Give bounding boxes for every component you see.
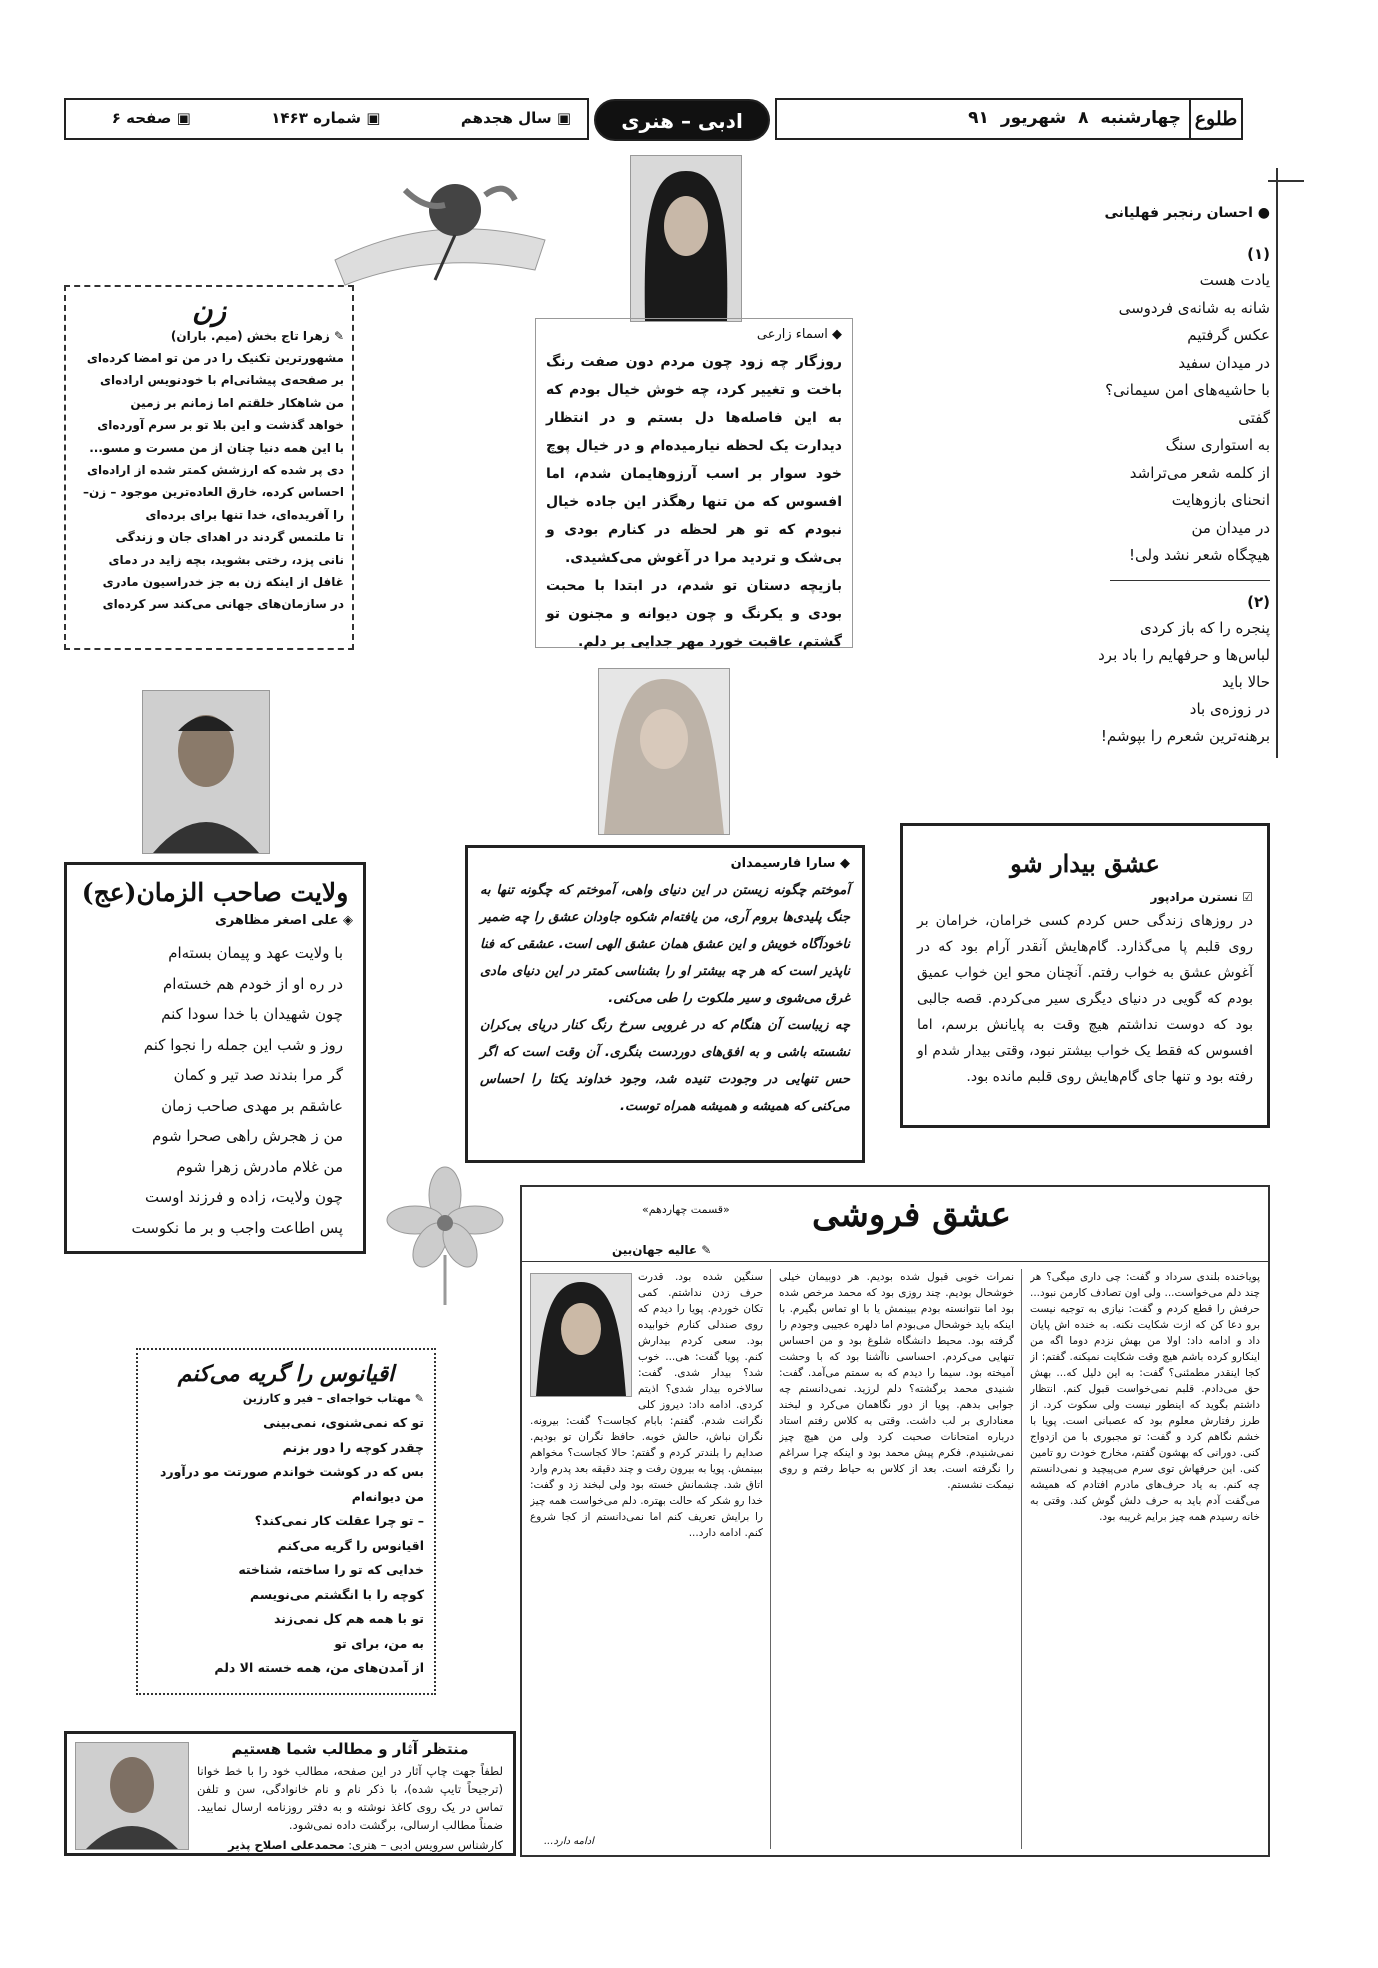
poem-line: مشهورترین تکنیک را در من تو امضا کرده‌ای: [86, 351, 344, 365]
logo: [1189, 100, 1241, 138]
montazer-signature: کارشناس سرویس ادبی – هنری: محمدعلی اصلاح پذیر: [228, 1838, 503, 1852]
editor-photo: [75, 1742, 189, 1850]
poem-line: پنجره را که باز کردی: [1139, 618, 1270, 637]
logo-text: طلوع: [1194, 108, 1238, 130]
sara-box: [465, 845, 865, 1163]
sara-text-2: چه زیباست آن هنگام که در غروبی سرخ رنگ کنار دریای بی‌کران نشسته باشی و به افق‌های دوردست بنگری. آن وقت است که اگر حس تنهایی در وجودت تنیده شد، وجود خداوند یکتا را احساس می‌کنی که همیشه و همیشه همراه توست.: [480, 1018, 850, 1114]
eshgh-forooshi-title: عشق فروشی: [812, 1195, 1012, 1235]
poem-line: با ولایت عهد و پیمان بسته‌ام: [168, 944, 343, 962]
montazer-box: [64, 1731, 516, 1856]
poem-line: احساس کرده، خارق العاده‌ترین موجود – زن–: [83, 485, 344, 500]
poem-line: از کلمه شعر می‌تراشد: [1129, 463, 1270, 482]
poem-line: لباس‌ها و حرفهایم را باد برد: [1098, 645, 1270, 664]
asma-author: ◆ اسماء زارعی: [756, 327, 842, 342]
story-column-1: پویاخنده بلندی سرداد و گفت: چی داری میگی؟ هر چند دلم می‌خواست... ولی اون تصادف کارمن نبود... حرفش را قطع کردم و گفت: نیازی به توجیه نیست برو دعا کن که ازت شکایت نکنه. به خنده اش پایان داد و ادامه داد: اولا من بهش نزدم دوما اگه من اینکارو کرده باشم هیچ وقت شکایت نمیکنه. گفتم: از کجا اینقدر مطمئنی؟ گفت: به این دلیل که... بهش حق می‌دادم. قلبم نمی‌خواست قبول کنم. انتظار داشتم بگوید که اینطور نیست ولی سکوت کرد. از طرز رفتارش معلوم بود که عصبانی است. پویا با خشم نگاهم کرد و گفت: تو مجبوری با من ازدواج کنی. دورانی که بهشون گفتم، مخارج خودت رو تامین کنی. این حرفهاش توی سرم می‌پیچید و نمی‌دانستم چه کنم. به یاد حرف‌های مادرم افتادم که همیشه می‌گفت آدم باید به حرف دلش گوش کند. وقتی به خانه رسیدم همه چیز برایم غریبه بود.: [1030, 1271, 1260, 1523]
poem-line: چون شهیدان با خدا سودا کنم: [161, 1005, 343, 1023]
square-icon: ▣: [556, 109, 571, 127]
header-meta: [112, 109, 571, 127]
poem-line: گفتی: [1238, 408, 1270, 427]
poem-line: خدایی که تو را ساخته، شناخته: [238, 1562, 424, 1577]
pen-icon: ✎: [701, 1243, 712, 1257]
poem-line: – تو چرا عقلت کار نمی‌کند؟: [254, 1513, 424, 1528]
diamond-icon: ◈: [343, 913, 353, 928]
column-rule: [1276, 168, 1278, 758]
poem-line: یادت هست: [1199, 271, 1270, 289]
header-right-box: [775, 98, 1243, 140]
poem-line: چون ولایت، زاده و فرزند اوست: [144, 1188, 343, 1206]
eshgh-bidar-author: ☑ نسترن مرادپور: [1150, 890, 1253, 904]
poem-line: تو که نمی‌شنوی، نمی‌بینی: [263, 1415, 424, 1430]
square-icon: ▣: [176, 109, 191, 127]
poem-part-label: (۲): [1247, 592, 1270, 611]
issue-label: شماره ۱۴۶۳: [271, 109, 362, 127]
poem-ehsan-author: ● احسان رنجبر فهلیانی: [1104, 205, 1270, 221]
poem-line: روز و شب این جمله را نجوا کنم: [143, 1035, 343, 1054]
poem-line: نانی پزد، رختی بشوید، بچه زاید در دمای: [108, 552, 344, 567]
checkbox-icon: ☑: [1242, 890, 1253, 904]
velayat-author: ◈ علی اصغر مظاهری: [215, 913, 353, 928]
poem-part-2: [1000, 615, 1270, 750]
bullet-icon: ◆: [840, 856, 850, 871]
eshgh-forooshi-story: [520, 1185, 1270, 1857]
poem-line: به من، برای تو: [334, 1635, 424, 1651]
poem-line: عکس گرفتیم: [1187, 326, 1270, 344]
poem-part-label: (۱): [1247, 245, 1270, 263]
poem-line: پس اطاعت واجب و بر ما نکوست: [131, 1218, 343, 1237]
poem-part-1: [1000, 267, 1270, 570]
poem-line: حالا باید: [1222, 672, 1270, 691]
bullet-icon: ◆: [832, 327, 842, 342]
oghyanous-box: [136, 1348, 436, 1695]
poem-line: از آمدن‌های من، همه خسته الا دلم: [214, 1660, 424, 1675]
oghyanous-author: ✎ مهتاب خواجه‌ای – فیر و کارزین: [242, 1392, 424, 1405]
eshgh-forooshi-subtitle: «قسمت چهاردهم»: [642, 1203, 730, 1216]
poem-line: چقدر کوچه را دور بزنم: [282, 1439, 424, 1455]
poem-line: خواهد گذشت و این بلا تو بر سرم آورده‌ای: [97, 418, 344, 433]
eshgh-bidar-box: [900, 823, 1270, 1128]
oghyanous-title: اقیانوس را گریه می‌کنم: [177, 1361, 395, 1387]
author-photo-asma: [630, 155, 742, 322]
zan-box: [64, 285, 354, 650]
poem-line: عاشقم بر مهدی صاحب زمان: [161, 1096, 343, 1115]
zan-author: ✎ زهرا تاج بخش (میم. باران): [170, 329, 344, 343]
pen-icon: ✎: [333, 329, 344, 343]
eshgh-forooshi-author: ✎ عالیه جهان‌بین: [612, 1243, 712, 1257]
poem-line: در میدان من: [1191, 518, 1270, 537]
velayat-box: [64, 862, 366, 1254]
poem-line: کوچه را با انگشتم می‌نویسم: [250, 1586, 424, 1602]
zan-title: زن: [191, 294, 227, 327]
author-photo-jahanbin: [530, 1273, 632, 1397]
sara-author: ◆ سارا فارسیمدان: [730, 856, 850, 871]
poem-line: من دیوانه‌ام: [351, 1488, 424, 1504]
eshgh-bidar-text: در روزهای زندگی حس کردم کسی خرامان، خرامان بر روی قلبم پا می‌گذارد. گام‌هایش آنقدر آرام بود که در آغوش عشق به خواب رفتم. آنچنان محو این خواب عمیق بودم که گویی در دنیای دیگری سیر می‌کردم. قصه جالبی بود که دوست نداشتم هیچ وقت به پایانش برسم، اما افسوس که فقط یک خواب بیشتر نبود، وقتی بیدار شدم او رفته بود و تنها جای گام‌هایش روی قلبم مانده بود.: [917, 913, 1253, 1085]
poem-line: شانه به شانه‌ی فردوسی: [1118, 298, 1270, 317]
header-left-box: [64, 98, 589, 140]
poem-line: من غلام مادرش زهرا شوم: [176, 1157, 343, 1176]
poem-line: بر صفحه‌ی پیشانی‌ام با خودنویس اراده‌ای: [99, 373, 344, 388]
story-column-3: سنگین شده بود. قدرت حرف زدن نداشتم. کمی تکان خوردم. پویا را دیدم که روی صندلی کنارم خوابیده بود. سعی کردم بیدارش کنم. پویا گفت: هی... خوب شد؟ بیدار شدی. گفت: سالاخره بیدار شدی؟ اذیتم کردی. ادامه داد: دیروز کلی نگرانت شدم. گفتم: بابام کجاست؟ گفت: بیرونه. نگران نباش، حالش خوبه. حافظ نگران تو بودیم. صدایم را بلندتر کردم و گفتم: حالا کجاست؟ مخواهم ببینمش. پویا به بیرون رفت و چند دقیقه بعد پدرم وارد اتاق شد. چشمانش خسته بود ولی لبخند زد و گفت: خدا رو شکر که حالت بهتره. دلم می‌خواست همه چیز را برایش تعریف کنم اما نمی‌دانستم از کجا شروع کنم. ادامه دارد...: [530, 1271, 763, 1539]
flower-illustration: [385, 1165, 505, 1305]
asma-box: [535, 318, 853, 648]
poem-line: گر مرا بندند صد تیر و کمان: [173, 1066, 343, 1084]
column-rule-top: [1268, 180, 1304, 182]
poem-line: انحنای بازوهایت: [1171, 491, 1270, 509]
pen-icon: ✎: [414, 1392, 424, 1405]
column-divider: [770, 1269, 771, 1849]
section-title-box: [594, 99, 770, 141]
poem-line: برهنه‌ترین شعرم را بپوشم!: [1100, 726, 1270, 745]
poem-line: اقیانوس را گریه می‌کنم: [277, 1537, 424, 1553]
poem-line: به استواری سنگ: [1165, 436, 1270, 454]
zan-poem: [74, 347, 344, 616]
poem-line: دی پر شده که ارزشش کمتر شده از اراده‌ای: [86, 463, 344, 478]
column-divider: [1021, 1269, 1022, 1849]
story-column-2: نمرات خوبی قبول شده بودیم. هر دوبیمان خیلی خوشحال بودیم. چند روزی بود که محمد مرخص شده بود اما نتوانسته بودم ببینمش یا با او تماس بگیرم. با اینکه باید خوشحال می‌بودم اما دلهره عجیبی وجودم را گرفته بود. محیط دانشگاه شلوغ بود و من احساس تنهایی می‌کردم. احساسی ناآشنا بود که با وحشت آمیخته بود. سیما را دیدم که به سمتم می‌آمد. گفت: شنیدی محمد برگشته؟ دلم لرزید. نمی‌دانستم چه جوابی بدهم. پویا از دور نگاهمان می‌کرد و لبخند معناداری بر لب داشت. وقتی به کلاس رفتم استاد درباره امتحانات صحبت کرد ولی من هیچ چیز نمی‌شنیدم. فکرم پیش محمد بود و اینکه چرا سراغم را نگرفته است. بعد از کلاس به حیاط رفتم و روی نیمکت نشستم.: [779, 1271, 1014, 1491]
poem-line: با حاشیه‌های امن سیمانی؟: [1105, 381, 1270, 399]
year-label: سال هجدهم: [460, 109, 552, 127]
story-header-rule: [522, 1261, 1268, 1262]
oghyanous-poem: [148, 1411, 424, 1681]
montazer-text: لطفاً جهت چاپ آثار در این صفحه، مطالب خود را با خط خوانا (ترجیحاً تایپ شده)، با ذکر نام و نام خانوادگی، سن و تلفن تماس در یک روی کاغذ نوشته و به دفتر روزنامه ارسال نمایید. ضمناً مطالب ارسالی، برگشت داده نمی‌شود.: [197, 1764, 503, 1832]
asma-text-2: بازیچه دستان تو شدم، در ابتدا با محبت بودی و یکرنگ و چون دیوانه و مجنون تو گشتم، عاقبت خورد مهر جدایی بر دلم.: [546, 578, 842, 650]
velayat-poem: [77, 938, 353, 1243]
montazer-title: منتظر آثار و مطالب شما هستیم: [231, 1740, 469, 1758]
author-photo-mazaheri: [142, 690, 270, 854]
poem-line: هیچگاه شعر نشد ولی!: [1129, 546, 1270, 564]
rose-illustration: [315, 170, 555, 290]
poem-line: در میدان سفید: [1178, 353, 1270, 372]
bullet-icon: ●: [1257, 205, 1270, 221]
poem-line: تو با همه هم کل نمی‌زند: [273, 1611, 424, 1626]
sara-text: آموختم چگونه زیستن در این دنیای واهی، آموختم که چگونه تنها به جنگ پلیدی‌ها بروم آری، من یافته‌ام شکوه جاودان عشق را چه ضمیر ناخودآگاه خویش و این عشق همان عشق الهی است. عشقی که فنا ناپذیر است که هر چه بیشتر او را بشناسی کمتر در این دنیای مادی غرق می‌شوی و سیر ملکوت را طی می‌کنی.: [480, 883, 850, 1006]
poem-line: در زوزه‌ی باد: [1189, 699, 1270, 718]
asma-text: روزگار چه زود چون مردم دون صفت رنگ باخت و تغییر کرد، چه خوش خیال بودم که به این فاصله‌ها دل بستم و در انتظار دیدارت یک لحظه نیارمیده‌ام و در خیال پوچ خود سوار بر اسب آرزوهایمان شدم، اما افسوس که من تنها رهگذر این جاده خیال نبودم که تو هر لحظه در کنارم بودی و بی‌شک و تردید مرا در آغوش می‌کشیدی.: [546, 354, 842, 566]
poem-line: تا ملتمس گردند در اهدای جان و زندگی: [115, 530, 344, 545]
square-icon: ▣: [366, 109, 381, 127]
date-line: چهارشنبه ۸ شهریور ۹۱: [968, 108, 1181, 128]
poem-line: غافل از اینکه زن به جز خدراسیون مادری: [102, 575, 344, 590]
continued-label: ادامه دارد...: [540, 1836, 598, 1847]
poem-line: در سازمان‌های جهانی می‌کند سر کرده‌ای: [102, 597, 344, 612]
eshgh-bidar-title: عشق بیدار شو: [1010, 849, 1160, 878]
poem-line: را آفریده‌ای، خدا تنها برای برده‌ای: [145, 507, 344, 522]
divider: [1110, 580, 1270, 581]
page-label: صفحه ۶: [111, 109, 172, 127]
poem-ehsan: [1000, 205, 1270, 750]
poem-line: من ز هجرش راهی صحرا شوم: [151, 1127, 343, 1145]
poem-line: بس که در کوشت خواندم صورتت مو درآورد: [159, 1464, 424, 1479]
poem-line: در ره او از خودم هم خسته‌ام: [162, 974, 343, 993]
author-photo-sara: [598, 668, 730, 835]
velayat-title: ولایت صاحب الزمان(عج): [81, 878, 349, 907]
section-title: ادبی – هنری: [621, 109, 743, 133]
poem-line: با این همه دنیا چنان از من مسرت و مسو...: [89, 440, 344, 455]
poem-line: من شاهکار خلقتم اما زمانم بر زمین: [130, 395, 344, 410]
